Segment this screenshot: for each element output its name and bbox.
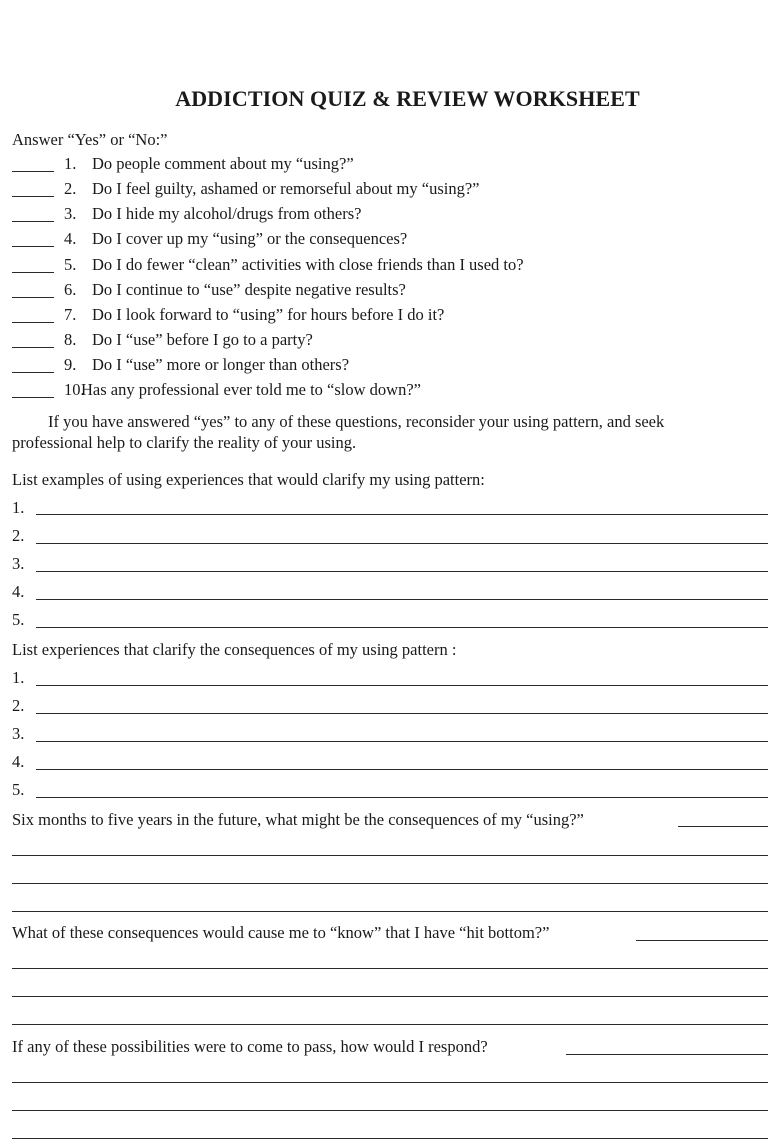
answer-line[interactable] <box>566 1054 768 1055</box>
advice-line-1: If you have answered “yes” to any of these questions, reconsider your using pattern, and seek <box>48 412 665 431</box>
question-text: Has any professional ever told me to “slow down?” <box>81 380 421 399</box>
answer-line[interactable] <box>36 685 768 686</box>
question-text: Do I “use” more or longer than others? <box>92 355 350 374</box>
list-item-number: 3. <box>12 724 25 743</box>
question-text: Do I hide my alcohol/drugs from others? <box>92 204 362 223</box>
question-text: Do I do fewer “clean” activities with close friends than I used to? <box>92 255 524 274</box>
answer-line[interactable] <box>12 1082 768 1083</box>
answer-line[interactable] <box>36 571 768 572</box>
answer-line[interactable] <box>36 599 768 600</box>
open-question-prompt: What of these consequences would cause me to “know” that I have “hit bottom?” <box>12 923 550 942</box>
answer-blank[interactable] <box>12 372 54 373</box>
answer-blank[interactable] <box>12 221 54 222</box>
answer-line[interactable] <box>12 855 768 856</box>
list-item-number: 1. <box>12 498 25 517</box>
question-number: 3. <box>64 204 77 223</box>
answer-blank[interactable] <box>12 272 54 273</box>
answer-line[interactable] <box>12 883 768 884</box>
question-number: 6. <box>64 280 77 299</box>
answer-line[interactable] <box>12 1024 768 1025</box>
question-number: 4. <box>64 229 77 248</box>
answer-blank[interactable] <box>12 171 54 172</box>
question-text: Do I look forward to “using” for hours before I do it? <box>92 305 445 324</box>
list-examples-heading: List examples of using experiences that would clarify my using pattern: <box>12 470 485 489</box>
answer-line[interactable] <box>36 543 768 544</box>
answer-line[interactable] <box>12 968 768 969</box>
question-text: Do I “use” before I go to a party? <box>92 330 313 349</box>
question-number: 1. <box>64 154 77 173</box>
question-number: 9. <box>64 355 77 374</box>
list-item-number: 2. <box>12 526 25 545</box>
answer-line[interactable] <box>36 713 768 714</box>
question-number: 10. <box>64 380 85 399</box>
answer-line[interactable] <box>12 1138 768 1139</box>
answer-line[interactable] <box>12 911 768 912</box>
page-title: ADDICTION QUIZ & REVIEW WORKSHEET <box>175 86 640 111</box>
answer-line[interactable] <box>636 940 768 941</box>
answer-line[interactable] <box>36 797 768 798</box>
list-item-number: 3. <box>12 554 25 573</box>
list-item-number: 5. <box>12 780 25 799</box>
list-item-number: 5. <box>12 610 25 629</box>
list-consequences-heading: List experiences that clarify the consequences of my using pattern : <box>12 640 457 659</box>
answer-blank[interactable] <box>12 297 54 298</box>
answer-line[interactable] <box>36 769 768 770</box>
question-text: Do I feel guilty, ashamed or remorseful about my “using?” <box>92 179 480 198</box>
question-text: Do I continue to “use” despite negative results? <box>92 280 406 299</box>
answer-blank[interactable] <box>12 246 54 247</box>
question-text: Do I cover up my “using” or the consequences? <box>92 229 408 248</box>
answer-line[interactable] <box>36 741 768 742</box>
list-item-number: 4. <box>12 582 25 601</box>
answer-blank[interactable] <box>12 322 54 323</box>
question-number: 2. <box>64 179 77 198</box>
answer-line[interactable] <box>36 627 768 628</box>
answer-line[interactable] <box>678 826 768 827</box>
list-item-number: 4. <box>12 752 25 771</box>
answer-line[interactable] <box>12 1110 768 1111</box>
question-number: 8. <box>64 330 77 349</box>
answer-blank[interactable] <box>12 397 54 398</box>
list-item-number: 2. <box>12 696 25 715</box>
answer-line[interactable] <box>12 996 768 997</box>
list-item-number: 1. <box>12 668 25 687</box>
answer-blank[interactable] <box>12 196 54 197</box>
open-question-prompt: Six months to five years in the future, what might be the consequences of my “using?” <box>12 810 584 829</box>
advice-line-2: professional help to clarify the reality of your using. <box>12 433 357 452</box>
question-text: Do people comment about my “using?” <box>92 154 354 173</box>
instruction-text: Answer “Yes” or “No:” <box>12 130 168 149</box>
question-number: 7. <box>64 305 77 324</box>
answer-blank[interactable] <box>12 347 54 348</box>
answer-line[interactable] <box>36 514 768 515</box>
question-number: 5. <box>64 255 77 274</box>
open-question-prompt: If any of these possibilities were to come to pass, how would I respond? <box>12 1037 488 1056</box>
